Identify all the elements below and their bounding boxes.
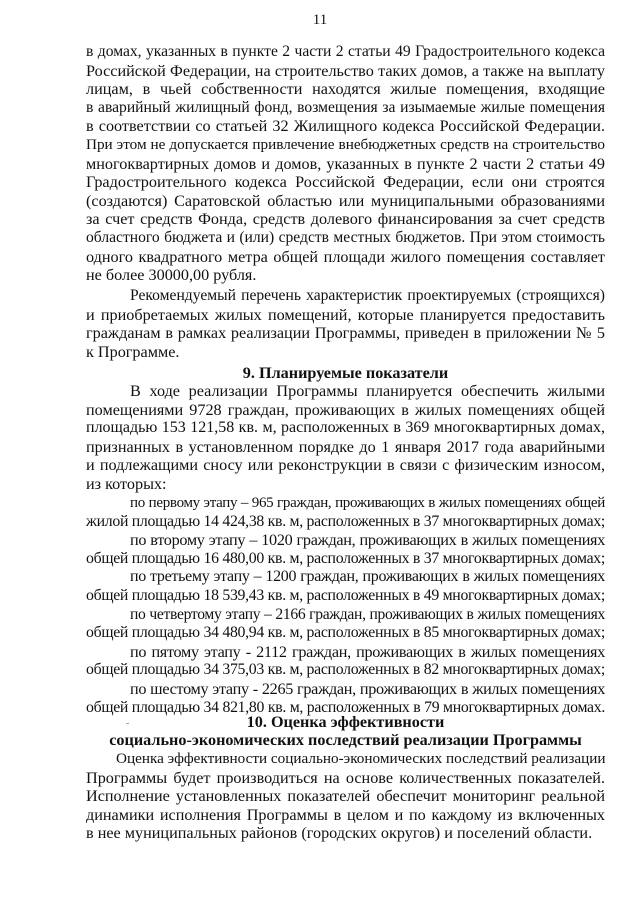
paragraph-recommended-list	[86, 287, 605, 361]
section-9-stages	[86, 494, 605, 717]
stage-5-line-1: по пятому этапу - 2112 граждан, проживающих в жилых помещениях	[130, 642, 605, 661]
text-line: Градостроительного кодекса Российской Федерации, если они строятся	[86, 173, 605, 192]
text-line: и подлежащими сносу или реконструкции в связи с физическим износом,	[86, 456, 605, 475]
text-line: гражданам в рамках реализации Программы, приведен в приложении № 5	[86, 324, 605, 343]
text-line: признанных в установленном порядке до 1 января 2017 года аварийными	[86, 437, 605, 456]
stage-4-line-1: по четвертому этапу – 2166 граждан, проживающих в жилых помещениях	[130, 605, 605, 623]
text-line: динамики исполнения Программы в целом и по каждому из включенных	[86, 805, 605, 824]
stage-1-line-2: жилой площадью 14 424,38 кв. м, расположенных в 37 многоквартирных домах;	[86, 512, 605, 530]
page-number: 11	[312, 12, 328, 28]
text-line: в соответствии со статьей 32 Жилищного кодекса Российской Федерации.	[86, 117, 605, 136]
stage-3-line-1: по третьему этапу – 1200 граждан, проживающих в жилых помещениях	[130, 568, 605, 586]
section-9-heading: 9. Планируемые показатели	[242, 364, 449, 382]
text-line: многоквартирных домов и домов, указанных в пункте 2 части 2 статьи 49	[86, 154, 605, 173]
text-line: за счет средств Фонда, средств долевого финансирования за счет средств	[86, 210, 605, 229]
text-line: площадью 153 121,58 кв. м, расположенных в 369 многоквартирных домах,	[86, 419, 605, 437]
stage-6-line-2: общей площадью 34 821,80 кв. м, расположенных в 79 многоквартирных домах.	[86, 698, 605, 716]
section-10-body	[86, 750, 605, 843]
text-line: в аварийный жилищный фонд, возмещения за изымаемые жилые помещения	[86, 98, 605, 116]
text-line: Исполнение установленных показателей обеспечит мониторинг реальной	[86, 787, 605, 806]
section-10-heading-line-2: социально-экономических последствий реализации Программы	[109, 731, 582, 749]
text-line: помещениями 9728 граждан, проживающих в жилых помещениях общей	[86, 400, 605, 419]
text-line: не более 30000,00 рубля.	[86, 266, 257, 285]
stray-mark: -	[126, 718, 130, 729]
section-10-heading-line-1: 10. Оценка эффективности	[246, 713, 445, 731]
section-9-intro	[86, 382, 605, 494]
text-line: Российской Федерации, на строительство таких домов, а также на выплату	[86, 61, 605, 80]
text-line: в нее муниципальных районов (городских округов) и поселений области.	[86, 824, 593, 843]
stage-3-line-2: общей площадью 18 539,43 кв. м, расположенных в 49 многоквартирных домах;	[86, 586, 605, 604]
stage-6-line-1: по шестому этапу - 2265 граждан, проживающих в жилых помещениях	[130, 679, 605, 698]
text-line: При этом не допускается привлечение внебюджетных средств на строительство	[86, 135, 605, 153]
text-line: из которых:	[86, 474, 167, 493]
text-line: областного бюджета и (или) средств местных бюджетов. При этом стоимость	[86, 228, 605, 246]
text-line: и приобретаемых жилых помещений, которые планируется предоставить	[86, 305, 605, 324]
text-line: лицам, в чьей собственности находятся жилые помещения, входящие	[86, 80, 605, 99]
stage-2-line-1: по второму этапу – 1020 граждан, проживающих в жилых помещениях	[130, 531, 605, 550]
text-line: Программы будет производиться на основе количественных показателей.	[86, 768, 605, 787]
text-line: Оценка эффективности социально-экономических последствий реализации	[116, 750, 606, 767]
stage-1-line-1: по первому этапу – 965 граждан, проживающих в жилых помещениях общей	[130, 495, 605, 511]
paragraph-funding	[86, 43, 605, 285]
text-line: (создаются) Саратовской областью или муниципальными образованиями	[86, 191, 605, 210]
stage-5-line-2: общей площадью 34 375,03 кв. м, расположенных в 82 многоквартирных домах;	[86, 661, 605, 679]
text-line: одного квадратного метра общей площади жилого помещения составляет	[86, 247, 605, 266]
text-line: в домах, указанных в пункте 2 части 2 статьи 49 Градостроительного кодекса	[86, 43, 605, 60]
text-line: Рекомендуемый перечень характеристик проектируемых (строящихся)	[130, 287, 605, 304]
stage-2-line-2: общей площадью 16 480,00 кв. м, расположенных в 37 многоквартирных домах;	[86, 549, 605, 567]
text-line: В ходе реализации Программы планируется обеспечить жилыми	[130, 382, 605, 400]
stage-4-line-2: общей площадью 34 480,94 кв. м, расположенных в 85 многоквартирных домах;	[86, 624, 605, 642]
text-line: к Программе.	[86, 342, 180, 361]
